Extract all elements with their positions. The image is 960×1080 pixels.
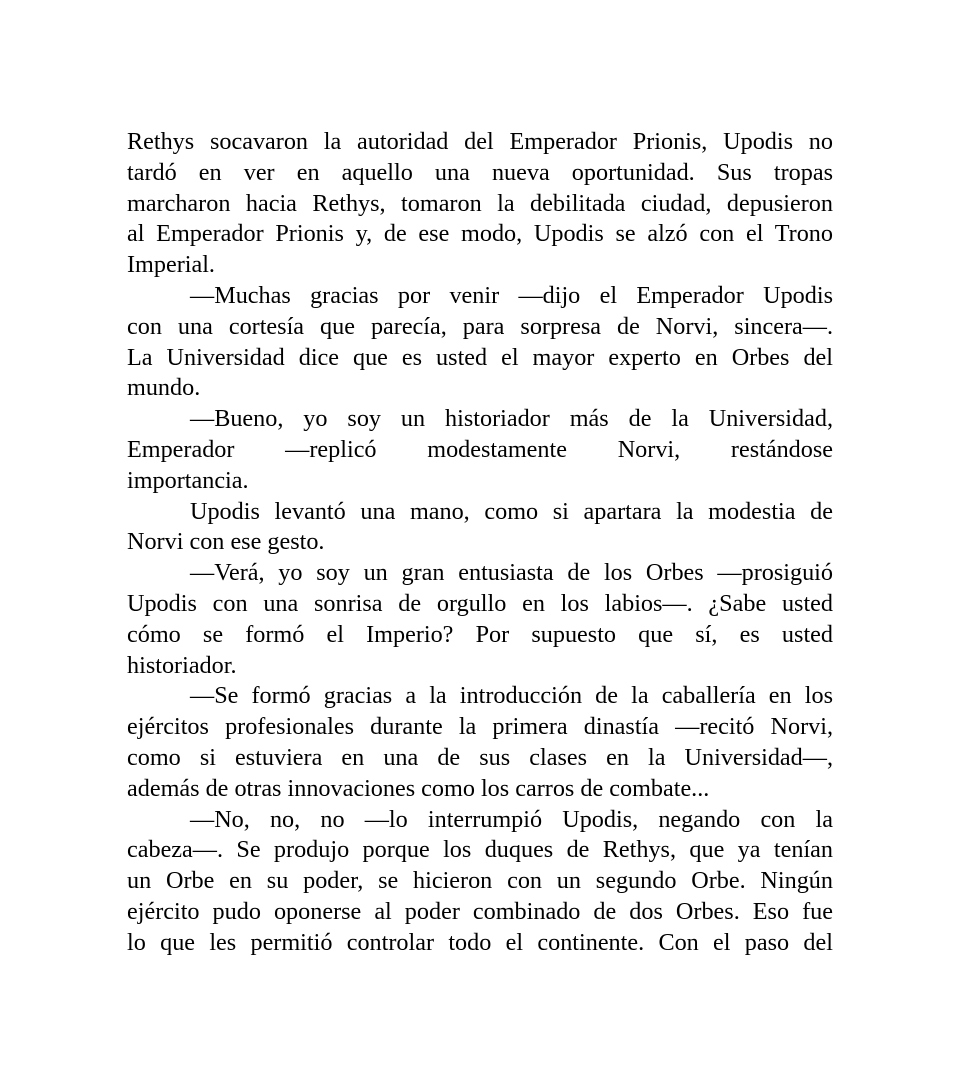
text-line: mundo. (127, 374, 201, 402)
text-line: Imperial. (127, 251, 215, 279)
text-line: Emperador —replicó modestamente Norvi, restándose (127, 435, 833, 463)
paragraph (127, 127, 833, 281)
text-line: ejércitos profesionales durante la primera dinastía —recitó Norvi, (127, 713, 833, 741)
text-line: Upodis con una sonrisa de orgullo en los labios—. ¿Sabe usted (127, 589, 833, 617)
paragraph (127, 805, 833, 959)
text-line: —Se formó gracias a la introducción de la caballería en los (190, 682, 833, 710)
text-line: con una cortesía que parecía, para sorpresa de Norvi, sincera—. (127, 312, 833, 340)
paragraph (127, 558, 833, 681)
text-line: un Orbe en su poder, se hicieron con un segundo Orbe. Ningún (127, 867, 833, 895)
text-line: cómo se formó el Imperio? Por supuesto que sí, es usted (127, 620, 833, 648)
text-line: como si estuviera en una de sus clases en la Universidad—, (127, 743, 833, 771)
paragraph (127, 281, 833, 404)
paragraph (127, 681, 833, 804)
text-line: ejército pudo oponerse al poder combinado de dos Orbes. Eso fue (127, 897, 833, 925)
text-line: marcharon hacia Rethys, tomaron la debilitada ciudad, depusieron (127, 189, 833, 217)
text-line: Norvi con ese gesto. (127, 528, 325, 556)
text-line: además de otras innovaciones como los carros de combate... (127, 774, 710, 802)
text-line: cabeza—. Se produjo porque los duques de Rethys, que ya tenían (127, 836, 833, 864)
text-line: Upodis levantó una mano, como si apartara la modestia de (190, 497, 833, 525)
text-line: importancia. (127, 466, 249, 494)
text-line: —Muchas gracias por venir —dijo el Emperador Upodis (190, 281, 833, 309)
paragraph (127, 497, 833, 559)
text-line: historiador. (127, 651, 237, 679)
paragraph (127, 404, 833, 496)
text-line: Rethys socavaron la autoridad del Emperador Prionis, Upodis no (127, 128, 833, 155)
text-line: —Verá, yo soy un gran entusiasta de los Orbes —prosiguió (190, 559, 833, 587)
book-page-text (127, 127, 833, 959)
text-line: al Emperador Prionis y, de ese modo, Upodis se alzó con el Trono (127, 220, 833, 248)
text-line: La Universidad dice que es usted el mayor experto en Orbes del (127, 343, 833, 371)
text-line: —Bueno, yo soy un historiador más de la Universidad, (190, 405, 833, 433)
text-line: lo que les permitió controlar todo el continente. Con el paso del (127, 928, 833, 956)
text-line: —No, no, no —lo interrumpió Upodis, negando con la (190, 805, 833, 833)
text-line: tardó en ver en aquello una nueva oportunidad. Sus tropas (127, 158, 833, 186)
